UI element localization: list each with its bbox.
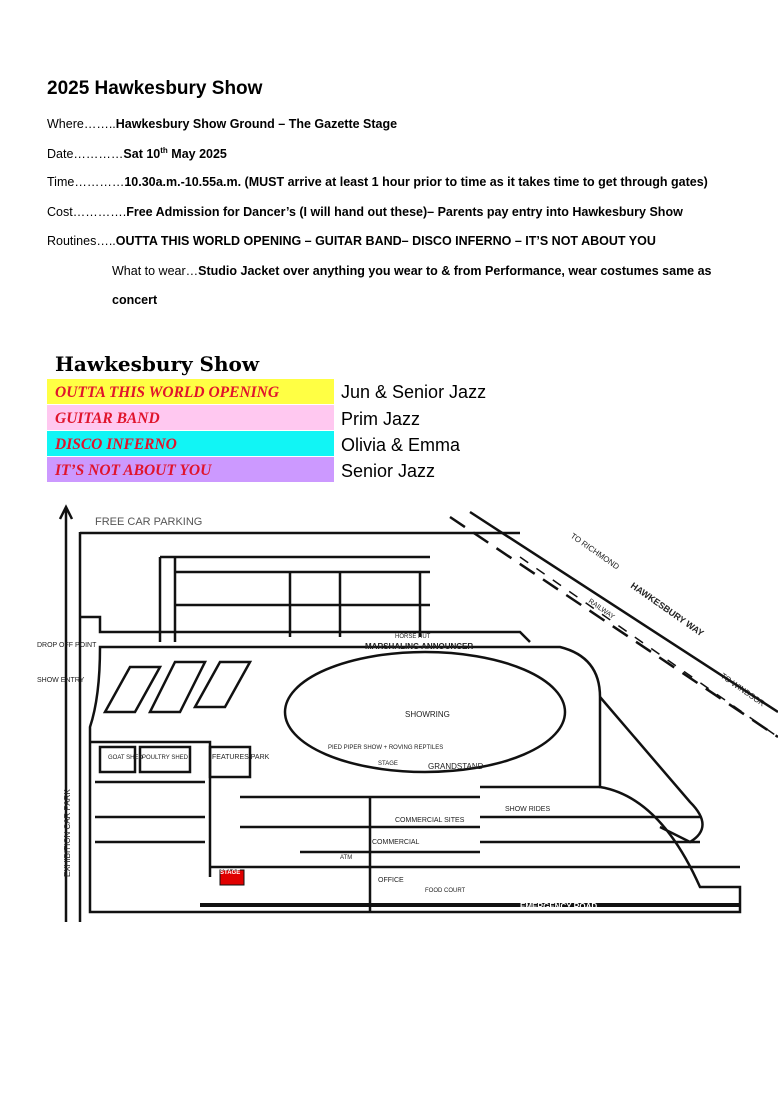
map-label: ATM bbox=[340, 855, 353, 861]
map-label: HORSE HUT bbox=[395, 634, 431, 640]
map-label: MARSHALING ANNOUNCER bbox=[365, 642, 474, 651]
map-label: POULTRY SHED bbox=[142, 755, 189, 761]
map-label: SHOW RIDES bbox=[505, 806, 551, 813]
map-label: RAILWAY bbox=[586, 597, 616, 621]
time-label: Time………… bbox=[47, 175, 125, 189]
map-label: GOAT SHED bbox=[108, 755, 143, 761]
cost-line bbox=[47, 205, 683, 219]
showground-map bbox=[0, 497, 778, 937]
map-label: PIED PIPER SHOW + ROVING REPTILES bbox=[328, 745, 444, 751]
map-label: FOOD COURT bbox=[425, 888, 466, 894]
map-label: COMMERCIAL SITES bbox=[395, 817, 465, 824]
routines-line bbox=[47, 234, 656, 248]
map-label: HAWKESBURY WAY bbox=[628, 580, 706, 639]
wear-value-cont: concert bbox=[112, 293, 158, 307]
map-label: EXHIBITION CAR PARK bbox=[63, 789, 72, 877]
time-line bbox=[47, 175, 708, 189]
cost-value: Free Admission for Dancer’s (I will hand out these)– Parents pay entry into Hawkesbury Show bbox=[126, 205, 683, 219]
where-line bbox=[47, 117, 397, 131]
map-label: SHOWRING bbox=[405, 710, 450, 719]
map-label: STAGE bbox=[220, 870, 241, 876]
schedule-row-3 bbox=[47, 431, 334, 456]
group-name: Senior Jazz bbox=[341, 461, 436, 481]
map-label: STAGE bbox=[378, 761, 398, 767]
group-name: Jun & Senior Jazz bbox=[341, 382, 487, 402]
routines-label: Routines….. bbox=[47, 234, 116, 248]
map-label: SHOW ENTRY bbox=[37, 677, 85, 684]
wear-value: Studio Jacket over anything you wear to & from Performance, wear costumes same as bbox=[198, 264, 712, 278]
date-day: Sat 10 bbox=[123, 147, 161, 162]
group-name: Prim Jazz bbox=[341, 409, 421, 429]
schedule-title: Hawkesbury Show bbox=[55, 352, 260, 376]
map-label: TO WINDSOR bbox=[718, 671, 767, 709]
schedule-row-1 bbox=[47, 379, 334, 404]
schedule-row-4 bbox=[47, 457, 334, 482]
date-ordinal: th bbox=[160, 146, 168, 155]
date-line bbox=[47, 146, 227, 161]
wear-label: What to wear… bbox=[112, 264, 199, 278]
map-label: GRANDSTAND bbox=[428, 762, 484, 771]
where-label: Where…….. bbox=[47, 117, 116, 131]
map-label: OFFICE bbox=[378, 877, 404, 884]
map-label: FEATURES PARK bbox=[212, 754, 270, 761]
routine-name: DISCO INFERNO bbox=[55, 436, 177, 453]
cost-label: Cost…………. bbox=[47, 205, 127, 219]
routine-name: GUITAR BAND bbox=[55, 410, 160, 427]
group-name: Olivia & Emma bbox=[341, 435, 461, 455]
routine-name: OUTTA THIS WORLD OPENING bbox=[55, 384, 280, 401]
date-month: May 2025 bbox=[167, 147, 227, 162]
routines-value: OUTTA THIS WORLD OPENING – GUITAR BAND– DISCO INFERNO – IT’S NOT ABOUT YOU bbox=[115, 234, 656, 248]
map-label: EMERGENCY ROAD bbox=[520, 902, 598, 911]
map-label: TO RICHMOND bbox=[568, 531, 621, 572]
schedule-row-2 bbox=[47, 405, 334, 430]
wear-line-cont bbox=[112, 293, 157, 307]
page-title: 2025 Hawkesbury Show bbox=[47, 78, 263, 99]
time-value: 10.30a.m.-10.55a.m. (MUST arrive at least 1 hour prior to time as it takes time to get through gates) bbox=[124, 175, 708, 189]
where-value: Hawkesbury Show Ground – The Gazette Stage bbox=[115, 117, 398, 131]
map-label: DROP OFF POINT bbox=[37, 642, 97, 649]
date-value bbox=[123, 147, 226, 161]
routine-name: IT’S NOT ABOUT YOU bbox=[55, 462, 212, 479]
map-label: FREE CAR PARKING bbox=[95, 516, 203, 528]
map-label: COMMERCIAL bbox=[372, 839, 420, 846]
wear-line bbox=[112, 264, 712, 278]
date-label: Date………… bbox=[47, 147, 124, 162]
